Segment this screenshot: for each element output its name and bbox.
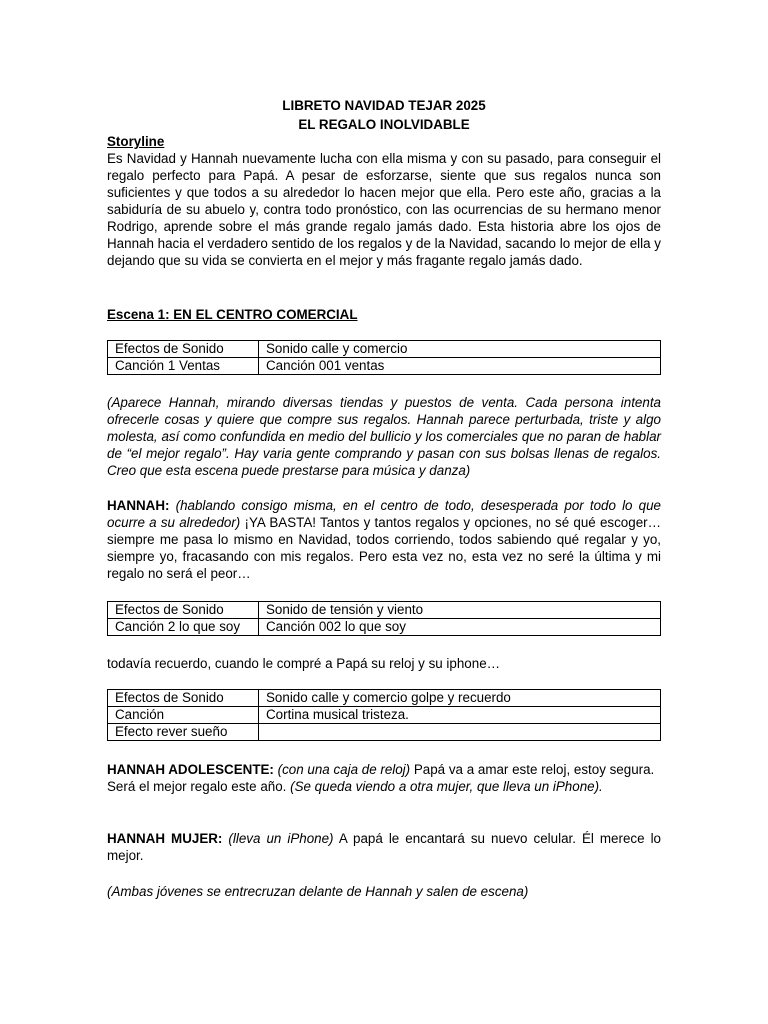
cue-value: Sonido calle y comercio xyxy=(259,341,661,358)
cue-label: Efecto rever sueño xyxy=(108,724,259,741)
stage-direction: (Se queda viendo a otra mujer, que lleva un iPhone). xyxy=(290,779,603,794)
table-row xyxy=(108,358,661,375)
stage-direction-1: (Aparece Hannah, mirando diversas tiendas y puestos de venta. Cada persona intenta ofrecerle cosas y quiere que compre sus regalos. Hannah parece perturbada, triste y algo molesta, así como confundida en medio del bullicio y los comerciales que no paran de hablar de “el mejor regalo”. Hay varia gente comprando y pasan con sus bolsas llenas de regalos. Creo que esta escena puede prestarse para música y danza) xyxy=(107,395,661,478)
storyline-heading: Storyline xyxy=(107,134,165,149)
speaker-name: HANNAH ADOLESCENTE: xyxy=(107,762,274,777)
dialogue-text: A papá le encantará su nuevo celular. Él merece lo mejor. xyxy=(107,831,662,863)
stage-direction: (hablando consigo misma, en el centro de todo, desesperada por todo lo que ocurre a su alrededor) xyxy=(107,498,661,530)
speaker-name: HANNAH MUJER: xyxy=(107,831,223,846)
table-row xyxy=(108,724,661,741)
title-line-2: EL REGALO INOLVIDABLE xyxy=(298,117,470,132)
cue-value xyxy=(259,724,661,741)
title-line-1: LIBRETO NAVIDAD TEJAR 2025 xyxy=(282,98,486,113)
speaker-name: HANNAH: xyxy=(107,498,170,513)
cue-label: Canción 1 Ventas xyxy=(108,358,259,375)
storyline-text: Es Navidad y Hannah nuevamente lucha con ella misma y con su pasado, para conseguir el regalo perfecto para Papá. A pesar de esforzarse, siente que sus regalos nunca son suficientes y que todos a su alrededor lo hacen mejor que ella. Pero este año, gracias a la sabiduría de su abuelo y, contra todo pronóstico, con las ocurrencias de su hermano menor Rodrigo, aprende sobre el más grande regalo jamás dado. Esta historia abre los ojos de Hannah hacia el verdadero sentido de los regalos y de la Navidad, sacando lo mejor de ella y dejando que su vida se convierta en el mejor y más fragante regalo jamás dado. xyxy=(107,151,661,268)
scene-1-heading: Escena 1: EN EL CENTRO COMERCIAL xyxy=(107,307,358,322)
cue-value: Sonido calle y comercio golpe y recuerdo xyxy=(259,690,661,707)
cue-label: Efectos de Sonido xyxy=(108,602,259,619)
teen-hannah-dialogue xyxy=(107,761,661,795)
cue-label: Canción xyxy=(108,707,259,724)
table-row xyxy=(108,690,661,707)
cue-value: Canción 002 lo que soy xyxy=(259,619,661,636)
table-row xyxy=(108,707,661,724)
dialogue-text: Papá va a amar este reloj, estoy segura. Será el mejor regalo este año. xyxy=(107,762,655,794)
sound-cue-table-3 xyxy=(107,689,661,741)
cue-label: Efectos de Sonido xyxy=(108,341,259,358)
sound-cue-table-1 xyxy=(107,340,661,375)
table-row xyxy=(108,619,661,636)
hannah-dialogue xyxy=(107,497,661,582)
table-row xyxy=(108,602,661,619)
memory-line: todavía recuerdo, cuando le compré a Papá su reloj y su iphone… xyxy=(107,656,501,671)
table-row xyxy=(108,341,661,358)
sound-cue-table-2 xyxy=(107,601,661,636)
stage-direction: (con una caja de reloj) xyxy=(277,762,411,777)
dialogue-text: ¡YA BASTA! Tantos y tantos regalos y opciones, no sé qué escoger… siempre me pasa lo mismo en Navidad, todos corriendo, todos sabiendo qué regalar y yo, siempre yo, fracasando con mis regalos. Pero esta vez no, esta vez no seré la última y mi regalo no será el peor… xyxy=(107,515,661,581)
cue-value: Cortina musical tristeza. xyxy=(259,707,661,724)
cue-value: Canción 001 ventas xyxy=(259,358,661,375)
cue-value: Sonido de tensión y viento xyxy=(259,602,661,619)
cue-label: Canción 2 lo que soy xyxy=(108,619,259,636)
stage-direction: (lleva un iPhone) xyxy=(228,831,334,846)
stage-direction-2: (Ambas jóvenes se entrecruzan delante de Hannah y salen de escena) xyxy=(107,884,529,899)
cue-label: Efectos de Sonido xyxy=(108,690,259,707)
woman-hannah-dialogue xyxy=(107,830,661,864)
